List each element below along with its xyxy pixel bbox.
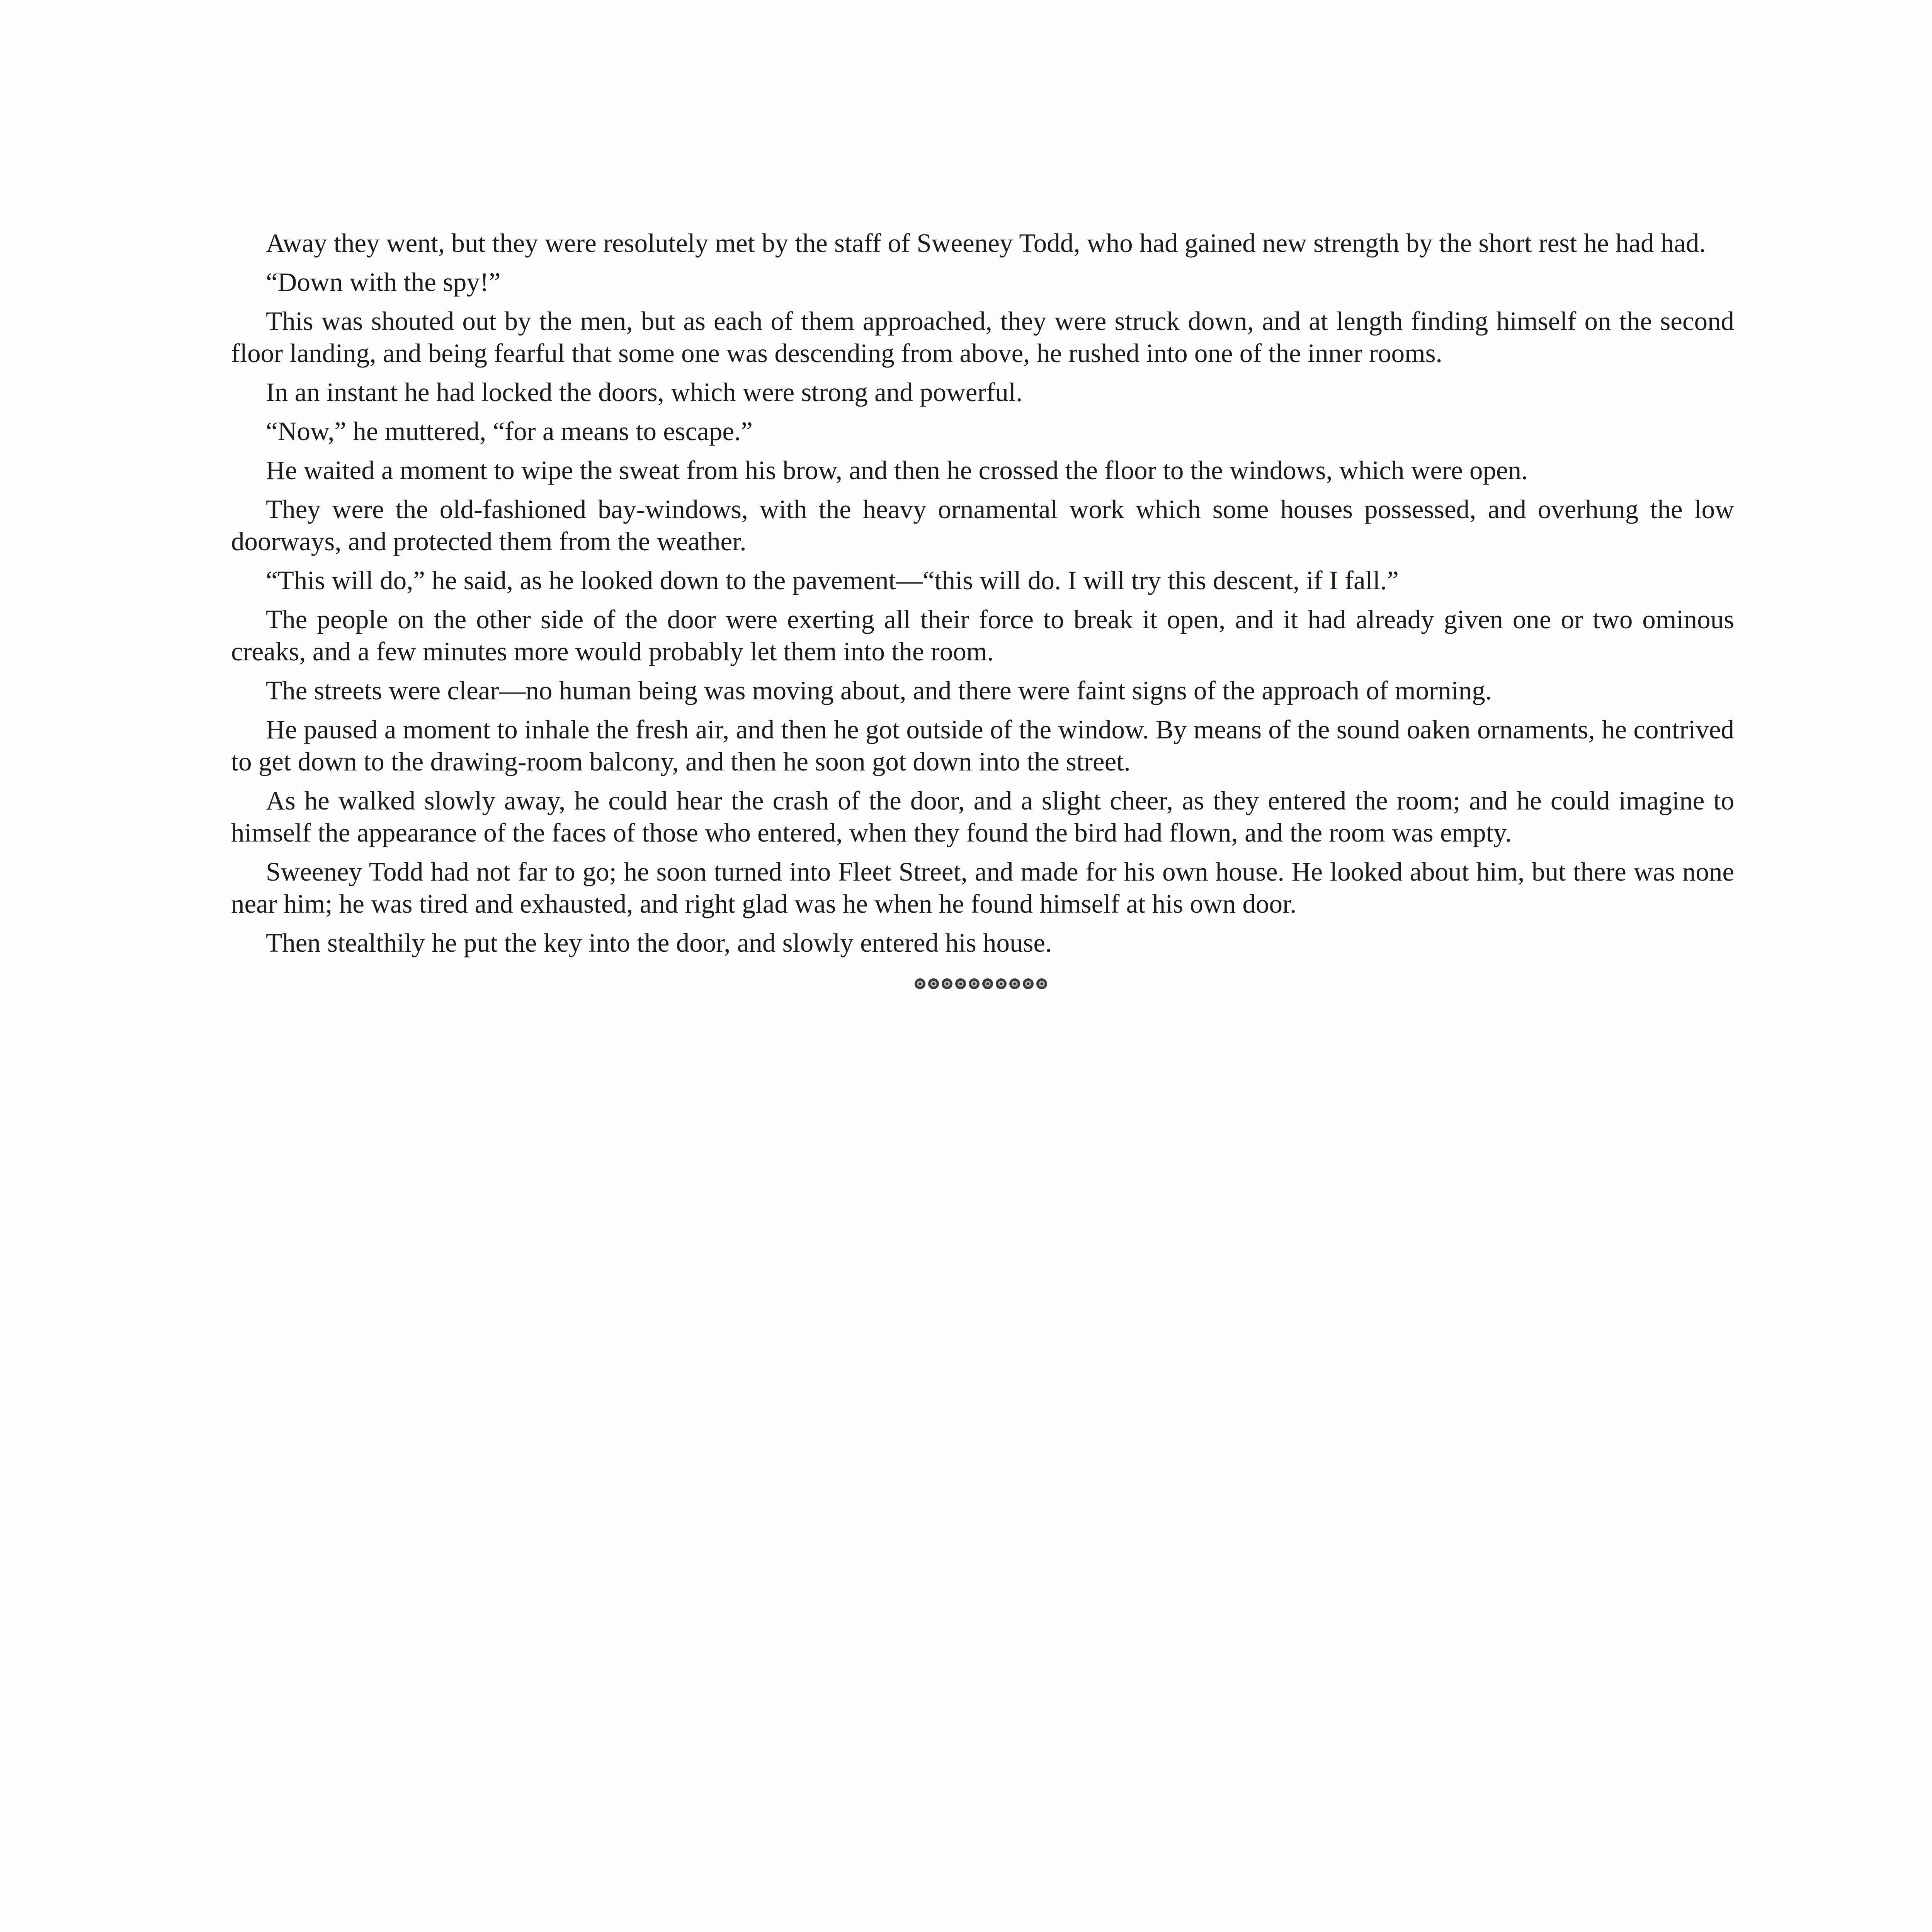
ornament-rosette-icon — [942, 978, 952, 989]
ornament-rosette-icon — [969, 978, 980, 989]
ornament-rosette-icon — [928, 978, 939, 989]
body-text — [231, 227, 1734, 987]
paragraph: The people on the other side of the door were exerting all their force to break it open, and it had already given one or two ominous creaks, and a few minutes more would probably let them into the room. — [231, 605, 1734, 666]
section-break-ornament-icon — [231, 968, 1734, 987]
paragraph: “Now,” he muttered, “for a means to escape.” — [266, 417, 753, 446]
ornament-rosette-icon — [1036, 978, 1047, 989]
paragraph: “This will do,” he said, as he looked down to the pavement—“this will do. I will try this descent, if I fall.” — [266, 566, 1399, 595]
paragraph: The streets were clear—no human being was moving about, and there were faint signs of the approach of morning. — [266, 676, 1492, 705]
paragraph: He waited a moment to wipe the sweat from his brow, and then he crossed the floor to the windows, which were open. — [266, 456, 1528, 485]
paragraph: This was shouted out by the men, but as each of them approached, they were struck down, and at length finding himself on the second floor landing, and being fearful that some one was descending from above, he rushed into one of the inner rooms. — [231, 306, 1734, 368]
paragraph: Sweeney Todd had not far to go; he soon turned into Fleet Street, and made for his own house. He looked about him, but there was none near him; he was tired and exhausted, and right glad was he when he found himself at his own door. — [231, 857, 1734, 918]
paragraph: Then stealthily he put the key into the door, and slowly entered his house. — [266, 928, 1052, 957]
ornament-rosette-icon — [996, 978, 1007, 989]
paragraph: “Down with the spy!” — [266, 267, 501, 297]
paragraph: Away they went, but they were resolutely met by the staff of Sweeney Todd, who had gained new strength by the short rest he had had. — [266, 228, 1706, 258]
ornament-rosette-icon — [1023, 978, 1034, 989]
ornament-rosette-icon — [955, 978, 966, 989]
paragraph: As he walked slowly away, he could hear the crash of the door, and a slight cheer, as they entered the room; and he could imagine to himself the appearance of the faces of those who entered, when they found the bird had flown, and the room was empty. — [231, 786, 1734, 847]
ornament-rosette-icon — [982, 978, 993, 989]
paragraph: He paused a moment to inhale the fresh air, and then he got outside of the window. By means of the sound oaken ornaments, he contrived to get down to the drawing-room balcony, and then he soon got down into the street. — [231, 715, 1734, 776]
ornament-graphic — [913, 975, 1052, 992]
paragraph: In an instant he had locked the doors, which were strong and powerful. — [266, 378, 1023, 407]
ornament-rosette-icon — [915, 978, 925, 989]
ornament-rosette-icon — [1009, 978, 1020, 989]
paragraph: They were the old-fashioned bay-windows, with the heavy ornamental work which some houses possessed, and overhung the low doorways, and protected them from the weather. — [231, 495, 1734, 556]
